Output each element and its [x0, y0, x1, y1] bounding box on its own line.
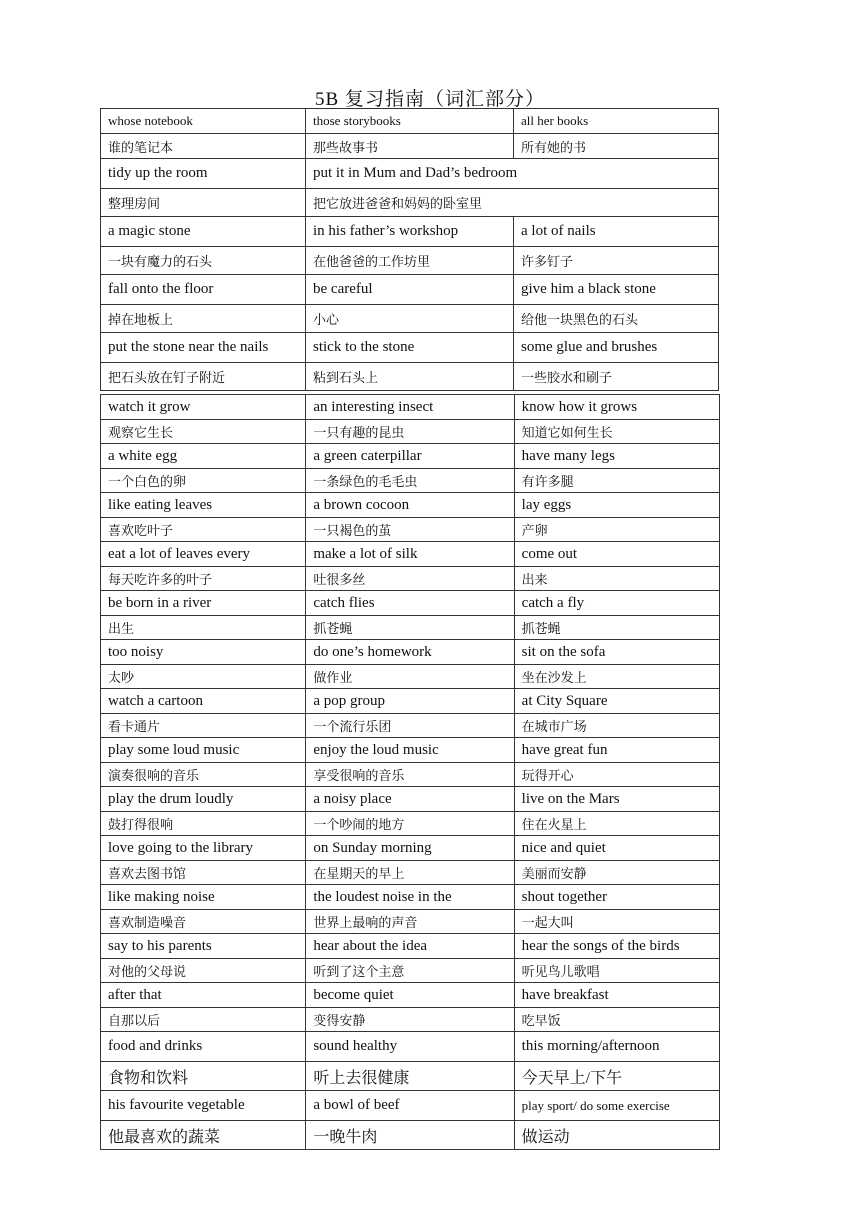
table-cell: watch it grow [101, 395, 306, 420]
table-cell: 出来 [514, 567, 719, 591]
table-cell: catch a fly [514, 591, 719, 616]
table-cell: like making noise [101, 885, 306, 910]
table-cell: this morning/afternoon [514, 1032, 719, 1062]
table-cell: say to his parents [101, 934, 306, 959]
table-cell: 一些胶水和刷子 [514, 363, 719, 391]
table-cell: 喜欢去图书馆 [101, 861, 306, 885]
table-cell: play some loud music [101, 738, 306, 763]
table-row [101, 395, 720, 420]
table-row [101, 910, 720, 934]
table-cell: a brown cocoon [306, 493, 514, 518]
table-cell: his favourite vegetable [101, 1091, 306, 1121]
table-cell: 听到了这个主意 [306, 959, 514, 983]
table-cell: have many legs [514, 444, 719, 469]
table-cell: 一起大叫 [514, 910, 719, 934]
table-cell: 吐很多丝 [306, 567, 514, 591]
table-cell: 看卡通片 [101, 714, 306, 738]
table-row [101, 493, 720, 518]
table-row [101, 159, 719, 189]
table-cell: tidy up the room [101, 159, 306, 189]
table-cell: sit on the sofa [514, 640, 719, 665]
table-cell: love going to the library [101, 836, 306, 861]
table-row [101, 1008, 720, 1032]
table-row [101, 934, 720, 959]
table-cell: make a lot of silk [306, 542, 514, 567]
table-cell: an interesting insect [306, 395, 514, 420]
table-row [101, 787, 720, 812]
table-cell: catch flies [306, 591, 514, 616]
table-cell: 享受很响的音乐 [306, 763, 514, 787]
table-cell: 喜欢制造噪音 [101, 910, 306, 934]
table-cell: 所有她的书 [514, 134, 719, 159]
table-cell: a white egg [101, 444, 306, 469]
table-cell: 住在火星上 [514, 812, 719, 836]
table-cell: 喜欢吃叶子 [101, 518, 306, 542]
table-row [101, 420, 720, 444]
table-cell: 一个白色的卵 [101, 469, 306, 493]
table-row [101, 591, 720, 616]
table-cell: 玩得开心 [514, 763, 719, 787]
table-cell: 他最喜欢的蔬菜 [101, 1121, 306, 1150]
table-row [101, 333, 719, 363]
table-row [101, 444, 720, 469]
table-cell: stick to the stone [306, 333, 514, 363]
table-row [101, 518, 720, 542]
table-cell: 一个吵闹的地方 [306, 812, 514, 836]
table-cell: become quiet [306, 983, 514, 1008]
table-cell: too noisy [101, 640, 306, 665]
table-cell: 产卵 [514, 518, 719, 542]
table-cell: 给他一块黑色的石头 [514, 305, 719, 333]
table-cell: 抓苍蝇 [306, 616, 514, 640]
table-cell: whose notebook [101, 109, 306, 134]
table-row [101, 885, 720, 910]
table-cell: 听上去很健康 [306, 1062, 514, 1091]
table-cell: all her books [514, 109, 719, 134]
table-cell: sound healthy [306, 1032, 514, 1062]
table-row [101, 567, 720, 591]
table-row [101, 109, 719, 134]
table-cell: lay eggs [514, 493, 719, 518]
table-cell: 一个流行乐团 [306, 714, 514, 738]
table-cell: a pop group [306, 689, 514, 714]
table-cell: 今天早上/下午 [514, 1062, 719, 1091]
table-row [101, 542, 720, 567]
table-cell: 许多钉子 [514, 247, 719, 275]
table-cell: 在城市广场 [514, 714, 719, 738]
table-cell: 一只有趣的昆虫 [306, 420, 514, 444]
table-cell: nice and quiet [514, 836, 719, 861]
table-cell: 鼓打得很响 [101, 812, 306, 836]
table-row [101, 738, 720, 763]
table-row [101, 959, 720, 983]
table-row [101, 861, 720, 885]
table-cell: 吃早饭 [514, 1008, 719, 1032]
table-cell: do one’s homework [306, 640, 514, 665]
table-cell: a magic stone [101, 217, 306, 247]
table-cell: 自那以后 [101, 1008, 306, 1032]
table-cell: hear about the idea [306, 934, 514, 959]
table-cell: 粘到石头上 [306, 363, 514, 391]
table-row [101, 1032, 720, 1062]
table-cell: a lot of nails [514, 217, 719, 247]
table-cell: play the drum loudly [101, 787, 306, 812]
table-cell: on Sunday morning [306, 836, 514, 861]
table-cell: play sport/ do some exercise [514, 1091, 719, 1121]
table-cell: 做作业 [306, 665, 514, 689]
table-cell: be careful [306, 275, 514, 305]
table-row [101, 689, 720, 714]
table-row [101, 763, 720, 787]
table-cell: 抓苍蝇 [514, 616, 719, 640]
table-row [101, 983, 720, 1008]
table-cell: put the stone near the nails [101, 333, 306, 363]
table-cell: have great fun [514, 738, 719, 763]
table-row [101, 1121, 720, 1150]
table-cell: the loudest noise in the [306, 885, 514, 910]
table-row [101, 469, 720, 493]
table-cell: a bowl of beef [306, 1091, 514, 1121]
table-cell: know how it grows [514, 395, 719, 420]
table-cell: 把它放进爸爸和妈妈的卧室里 [306, 189, 719, 217]
vocab-table-2 [100, 394, 720, 1150]
table-cell: 美丽而安静 [514, 861, 719, 885]
table-cell: eat a lot of leaves every [101, 542, 306, 567]
table-cell: 太吵 [101, 665, 306, 689]
vocab-table-1 [100, 108, 719, 391]
table-row [101, 616, 720, 640]
table-row [101, 217, 719, 247]
table-cell: put it in Mum and Dad’s bedroom [306, 159, 719, 189]
table-cell: after that [101, 983, 306, 1008]
table-cell: 对他的父母说 [101, 959, 306, 983]
table-cell: 一只褐色的茧 [306, 518, 514, 542]
table-row [101, 305, 719, 333]
table-cell: 每天吃许多的叶子 [101, 567, 306, 591]
table-cell: watch a cartoon [101, 689, 306, 714]
table-cell: 世界上最响的声音 [306, 910, 514, 934]
table-row [101, 812, 720, 836]
table-row [101, 363, 719, 391]
table-cell: at City Square [514, 689, 719, 714]
table-cell: 坐在沙发上 [514, 665, 719, 689]
table-cell: 小心 [306, 305, 514, 333]
table-cell: 那些故事书 [306, 134, 514, 159]
table-cell: 做运动 [514, 1121, 719, 1150]
table-row [101, 134, 719, 159]
table-row [101, 1062, 720, 1091]
table-cell: 出生 [101, 616, 306, 640]
table-cell: like eating leaves [101, 493, 306, 518]
table-cell: 听见鸟儿歌唱 [514, 959, 719, 983]
table-cell: 一条绿色的毛毛虫 [306, 469, 514, 493]
table-cell: 掉在地板上 [101, 305, 306, 333]
table-cell: 观察它生长 [101, 420, 306, 444]
table-row [101, 247, 719, 275]
table-cell: 知道它如何生长 [514, 420, 719, 444]
table-cell: 谁的笔记本 [101, 134, 306, 159]
table-cell: 在星期天的早上 [306, 861, 514, 885]
table-cell: food and drinks [101, 1032, 306, 1062]
table-cell: hear the songs of the birds [514, 934, 719, 959]
table-row [101, 714, 720, 738]
table-cell: come out [514, 542, 719, 567]
table-row [101, 640, 720, 665]
table-cell: 有许多腿 [514, 469, 719, 493]
page-title: 5B 复习指南（词汇部分） [315, 89, 545, 110]
table-row [101, 665, 720, 689]
table-cell: 一晚牛肉 [306, 1121, 514, 1150]
table-cell: those storybooks [306, 109, 514, 134]
table-cell: give him a black stone [514, 275, 719, 305]
table-cell: 在他爸爸的工作坊里 [306, 247, 514, 275]
table-row [101, 189, 719, 217]
table-cell: live on the Mars [514, 787, 719, 812]
table-row [101, 1091, 720, 1121]
table-cell: in his father’s workshop [306, 217, 514, 247]
table-cell: 变得安静 [306, 1008, 514, 1032]
table-cell: a green caterpillar [306, 444, 514, 469]
table-cell: 把石头放在钉子附近 [101, 363, 306, 391]
table-cell: fall onto the floor [101, 275, 306, 305]
table-cell: shout together [514, 885, 719, 910]
table-cell: 整理房间 [101, 189, 306, 217]
table-cell: 演奏很响的音乐 [101, 763, 306, 787]
table-row [101, 836, 720, 861]
table-cell: some glue and brushes [514, 333, 719, 363]
table-cell: enjoy the loud music [306, 738, 514, 763]
table-cell: 食物和饮料 [101, 1062, 306, 1091]
table-cell: a noisy place [306, 787, 514, 812]
table-cell: 一块有魔力的石头 [101, 247, 306, 275]
table-cell: have breakfast [514, 983, 719, 1008]
table-row [101, 275, 719, 305]
table-cell: be born in a river [101, 591, 306, 616]
